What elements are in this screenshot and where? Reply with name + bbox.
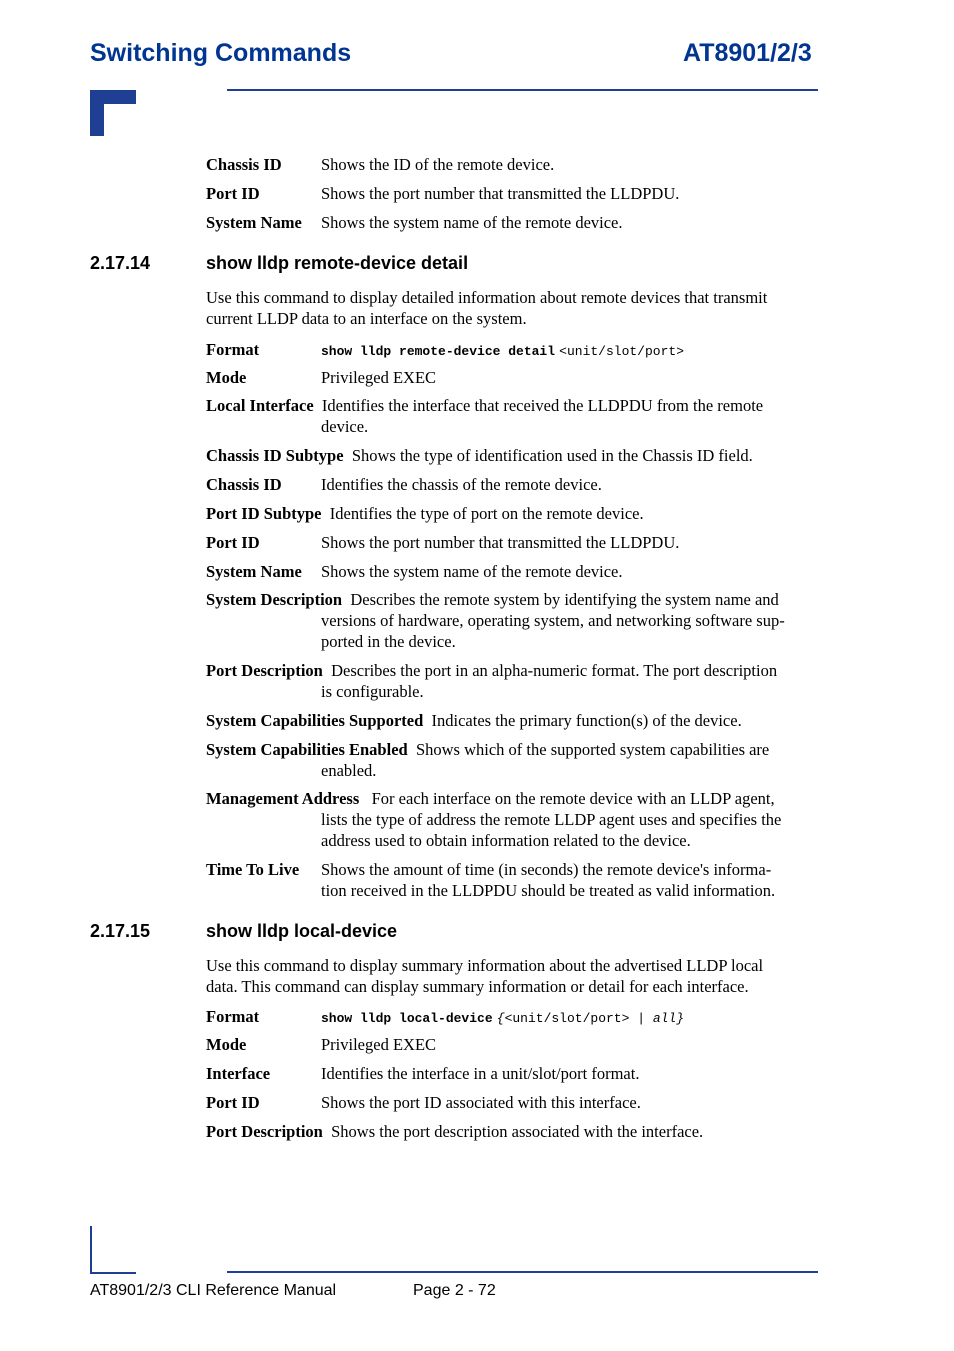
para-line: current LLDP data to an interface on the system.: [206, 309, 527, 328]
def-desc: Identifies the interface in a unit/slot/port format.: [321, 1064, 640, 1083]
def-desc: Identifies the type of port on the remote device.: [329, 504, 644, 523]
mode-value: Privileged EXEC: [321, 368, 437, 387]
def-desc: For each interface on the remote device with an LLDP agent,: [371, 789, 775, 808]
def-desc: Shows the ID of the remote device.: [321, 155, 555, 174]
def-term: System Description: [206, 590, 343, 609]
def-port-id: [206, 183, 818, 204]
def-desc-cont: lists the type of address the remote LLDP agent uses and specifies the: [321, 810, 782, 829]
section-number: 2.17.14: [90, 253, 151, 273]
def-port-id-subtype: [206, 503, 818, 524]
section-paragraph: [206, 287, 818, 329]
def-desc-cont: enabled.: [321, 761, 377, 780]
section-heading-remote-device-detail: [90, 252, 468, 274]
header-product: AT8901/2/3: [683, 39, 812, 67]
mode-label: Mode: [206, 368, 247, 387]
def-term: Local Interface: [206, 396, 314, 415]
def-desc: Shows the system name of the remote device.: [321, 562, 623, 581]
def-system-name-detail: [206, 561, 818, 582]
def-term: Port ID: [206, 1093, 260, 1112]
def-term: Interface: [206, 1064, 271, 1083]
def-desc-cont: ported in the device.: [321, 632, 456, 651]
def-term: Port Description: [206, 661, 323, 680]
format-argument: <unit/slot/port> |: [504, 1011, 653, 1026]
format-row: [206, 1006, 818, 1029]
def-term: Chassis ID Subtype: [206, 446, 344, 465]
def-management-address: [206, 788, 818, 851]
def-term: Chassis ID: [206, 475, 282, 494]
def-term: Port Description: [206, 1122, 323, 1141]
def-desc: Indicates the primary function(s) of the device.: [431, 711, 742, 730]
corner-mark-bottom: [90, 1226, 136, 1274]
def-desc-cont: is configurable.: [321, 682, 424, 701]
def-desc: Shows which of the supported system capabilities are: [415, 740, 770, 759]
def-port-id-detail: [206, 532, 818, 553]
def-desc-cont: tion received in the LLDPDU should be treated as valid information.: [321, 881, 776, 900]
def-term: Port ID: [206, 533, 260, 552]
def-term: System Name: [206, 562, 302, 581]
def-desc: Identifies the chassis of the remote device.: [321, 475, 602, 494]
format-argument: <unit/slot/port>: [559, 344, 684, 359]
def-desc: Describes the port in an alpha-numeric format. The port description: [331, 661, 778, 680]
format-row: [206, 339, 818, 362]
section-heading-local-device: [90, 920, 397, 942]
format-brace: {: [496, 1011, 505, 1026]
def-desc: Identifies the interface that received the LLDPDU from the remote: [321, 396, 764, 415]
def-desc: Shows the port description associated with the interface.: [331, 1122, 704, 1141]
def-desc: Shows the port number that transmitted the LLDPDU.: [321, 533, 680, 552]
section-title: show lldp local-device: [206, 921, 398, 941]
section-number: 2.17.15: [90, 921, 151, 941]
format-label: Format: [206, 340, 260, 359]
def-sys-cap-supported: [206, 710, 818, 731]
corner-mark-top: [90, 90, 136, 136]
def-term: System Capabilities Enabled: [206, 740, 408, 759]
def-desc: Shows the amount of time (in seconds) the remote device's informa-: [321, 860, 772, 879]
mode-row: [206, 367, 818, 388]
def-chassis-id-detail: [206, 474, 818, 495]
def-term: System Name: [206, 213, 302, 232]
def-port-description-local: [206, 1121, 818, 1142]
format-command: show lldp remote-device detail: [321, 344, 556, 359]
format-command: show lldp local-device: [321, 1011, 493, 1026]
def-term: Port ID Subtype: [206, 504, 322, 523]
def-interface: [206, 1063, 818, 1084]
def-local-interface: [206, 395, 818, 437]
def-time-to-live: [206, 859, 818, 901]
def-desc: Describes the remote system by identifying the system name and: [350, 590, 779, 609]
header-title: Switching Commands: [90, 39, 352, 67]
footer-page-number: Page 2 - 72: [413, 1282, 496, 1299]
def-chassis-id: [206, 154, 818, 175]
def-desc: Shows the port ID associated with this interface.: [321, 1093, 641, 1112]
def-term: Management Address: [206, 789, 360, 808]
section-title: show lldp remote-device detail: [206, 253, 469, 273]
format-brace: }: [676, 1011, 685, 1026]
mode-label: Mode: [206, 1035, 247, 1054]
def-chassis-id-subtype: [206, 445, 818, 466]
footer-rule: [227, 1271, 818, 1273]
def-desc: Shows the port number that transmitted the LLDPDU.: [321, 184, 680, 203]
def-port-description: [206, 660, 818, 702]
footer-manual: AT8901/2/3 CLI Reference Manual: [90, 1282, 337, 1299]
def-term: System Capabilities Supported: [206, 711, 424, 730]
def-system-name: [206, 212, 818, 233]
format-all: all: [652, 1011, 677, 1026]
format-label: Format: [206, 1007, 260, 1026]
para-line: data. This command can display summary information or detail for each interface.: [206, 977, 749, 996]
mode-value: Privileged EXEC: [321, 1035, 437, 1054]
def-desc: Shows the system name of the remote device.: [321, 213, 623, 232]
para-line: Use this command to display summary information about the advertised LLDP local: [206, 956, 764, 975]
def-system-description: [206, 589, 818, 652]
def-term: Port ID: [206, 184, 260, 203]
def-term: Chassis ID: [206, 155, 282, 174]
section-paragraph: [206, 955, 818, 997]
def-term: Time To Live: [206, 860, 300, 879]
mode-row: [206, 1034, 818, 1055]
def-desc-cont: versions of hardware, operating system, and networking software sup-: [321, 611, 785, 630]
header-rule: [227, 89, 818, 91]
def-desc-cont: address used to obtain information related to the device.: [321, 831, 691, 850]
def-desc: Shows the type of identification used in the Chassis ID field.: [351, 446, 753, 465]
def-sys-cap-enabled: [206, 739, 818, 781]
para-line: Use this command to display detailed information about remote devices that transmit: [206, 288, 768, 307]
def-port-id-local: [206, 1092, 818, 1113]
def-desc-cont: device.: [321, 417, 369, 436]
